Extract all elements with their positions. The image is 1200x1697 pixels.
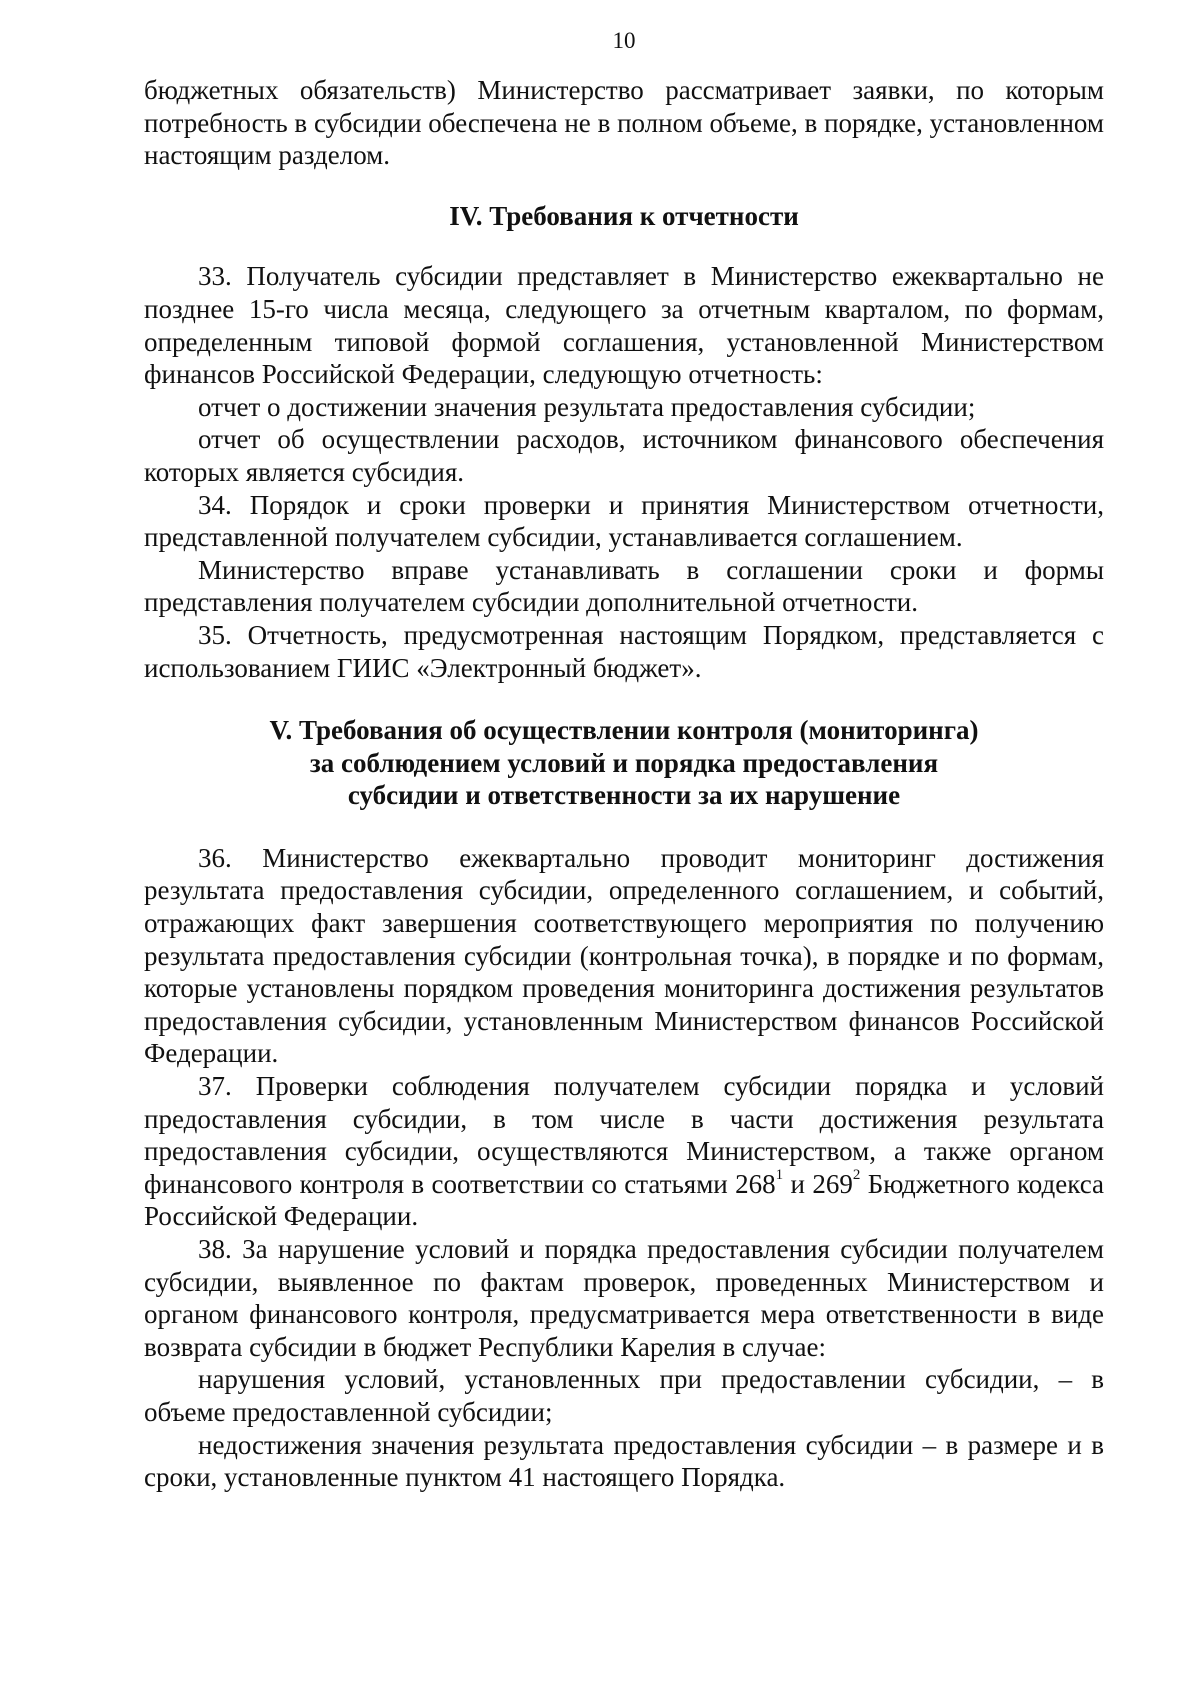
paragraph-35: 35. Отчетность, предусмотренная настоящим Порядком, представляется с использованием ГИИС «Электронный бюджет». bbox=[144, 619, 1104, 683]
section-5-heading-line-3: субсидии и ответственности за их нарушение bbox=[347, 780, 901, 811]
paragraph-33-item-2: отчет об осуществлении расходов, источником финансового обеспечения которых является субсидия. bbox=[144, 424, 1104, 487]
paragraph-38: 38. За нарушение условий и порядка предоставления субсидии получателем субсидии, выявленное по фактам проверок, проведенных Министерством и органом финансового контроля, предусматривается мера ответственности в виде возврата субсидии в бюджет Республики Карелия в случае: bbox=[144, 1234, 1104, 1362]
paragraph-34: 34. Порядок и сроки проверки и принятия Министерством отчетности, представленной получателем субсидии, устанавливается соглашением. bbox=[144, 489, 1104, 553]
paragraph-33-item-1: отчет о достижении значения результата предоставления субсидии; bbox=[198, 391, 976, 422]
paragraph-36: 36. Министерство ежеквартально проводит мониторинг достижения результата предоставления субсидии, определенного соглашением, и событий, отражающих факт завершения соответствующего мероприятия по получению результата предоставления субсидии (контрольная точка), в порядке и по формам, которые установлены порядком проведения мониторинга достижения результатов предоставления субсидии, установленным Министерством финансов Российской Федерации. bbox=[144, 842, 1104, 1069]
paragraph-37 bbox=[144, 1070, 1104, 1233]
paragraph-37-part-3: Бюджетного кодекса Российской Федерации. bbox=[144, 1168, 1104, 1232]
page-number: 10 bbox=[612, 28, 636, 53]
section-4-heading: IV. Требования к отчетности bbox=[449, 200, 799, 231]
section-5-heading bbox=[144, 714, 1104, 812]
article-268-superscript: 1 bbox=[775, 1166, 784, 1183]
document-page bbox=[144, 26, 1104, 1494]
paragraph-33: 33. Получатель субсидии представляет в Министерство ежеквартально не позднее 15-го числа месяца, следующего за отчетным кварталом, по формам, определенным типовой формой соглашения, установленной Министерством финансов Российской Федерации, следующую отчетность: bbox=[144, 261, 1104, 390]
section-5-heading-line-1: V. Требования об осуществлении контроля (мониторинга) bbox=[269, 715, 979, 746]
paragraph-38-item-2: недостижения значения результата предоставления субсидии – в размере и в сроки, установленные пунктом 41 настоящего Порядка. bbox=[144, 1429, 1104, 1493]
paragraph-38-item-1: нарушения условий, установленных при предоставлении субсидии, – в объеме предоставленной субсидии; bbox=[144, 1364, 1104, 1427]
paragraph-37-part-1: 37. Проверки соблюдения получателем субсидии порядка и условий предоставления субсидии, в том числе в части достижения результата предоставления субсидии, осуществляются Министерством, а также органом финансового контроля в соответствии со статьями 268 bbox=[144, 1071, 1104, 1199]
article-269-superscript: 2 bbox=[852, 1166, 861, 1183]
paragraph-34-note: Министерство вправе устанавливать в соглашении сроки и формы представления получателем субсидии дополнительной отчетности. bbox=[144, 554, 1104, 618]
intro-paragraph: бюджетных обязательств) Министерство рассматривает заявки, по которым потребность в субсидии обеспечена не в полном объеме, в порядке, установленном настоящим разделом. bbox=[144, 75, 1104, 171]
section-5-heading-line-2: за соблюдением условий и порядка предоставления bbox=[309, 747, 939, 778]
paragraph-37-part-2: и 269 bbox=[783, 1168, 853, 1199]
